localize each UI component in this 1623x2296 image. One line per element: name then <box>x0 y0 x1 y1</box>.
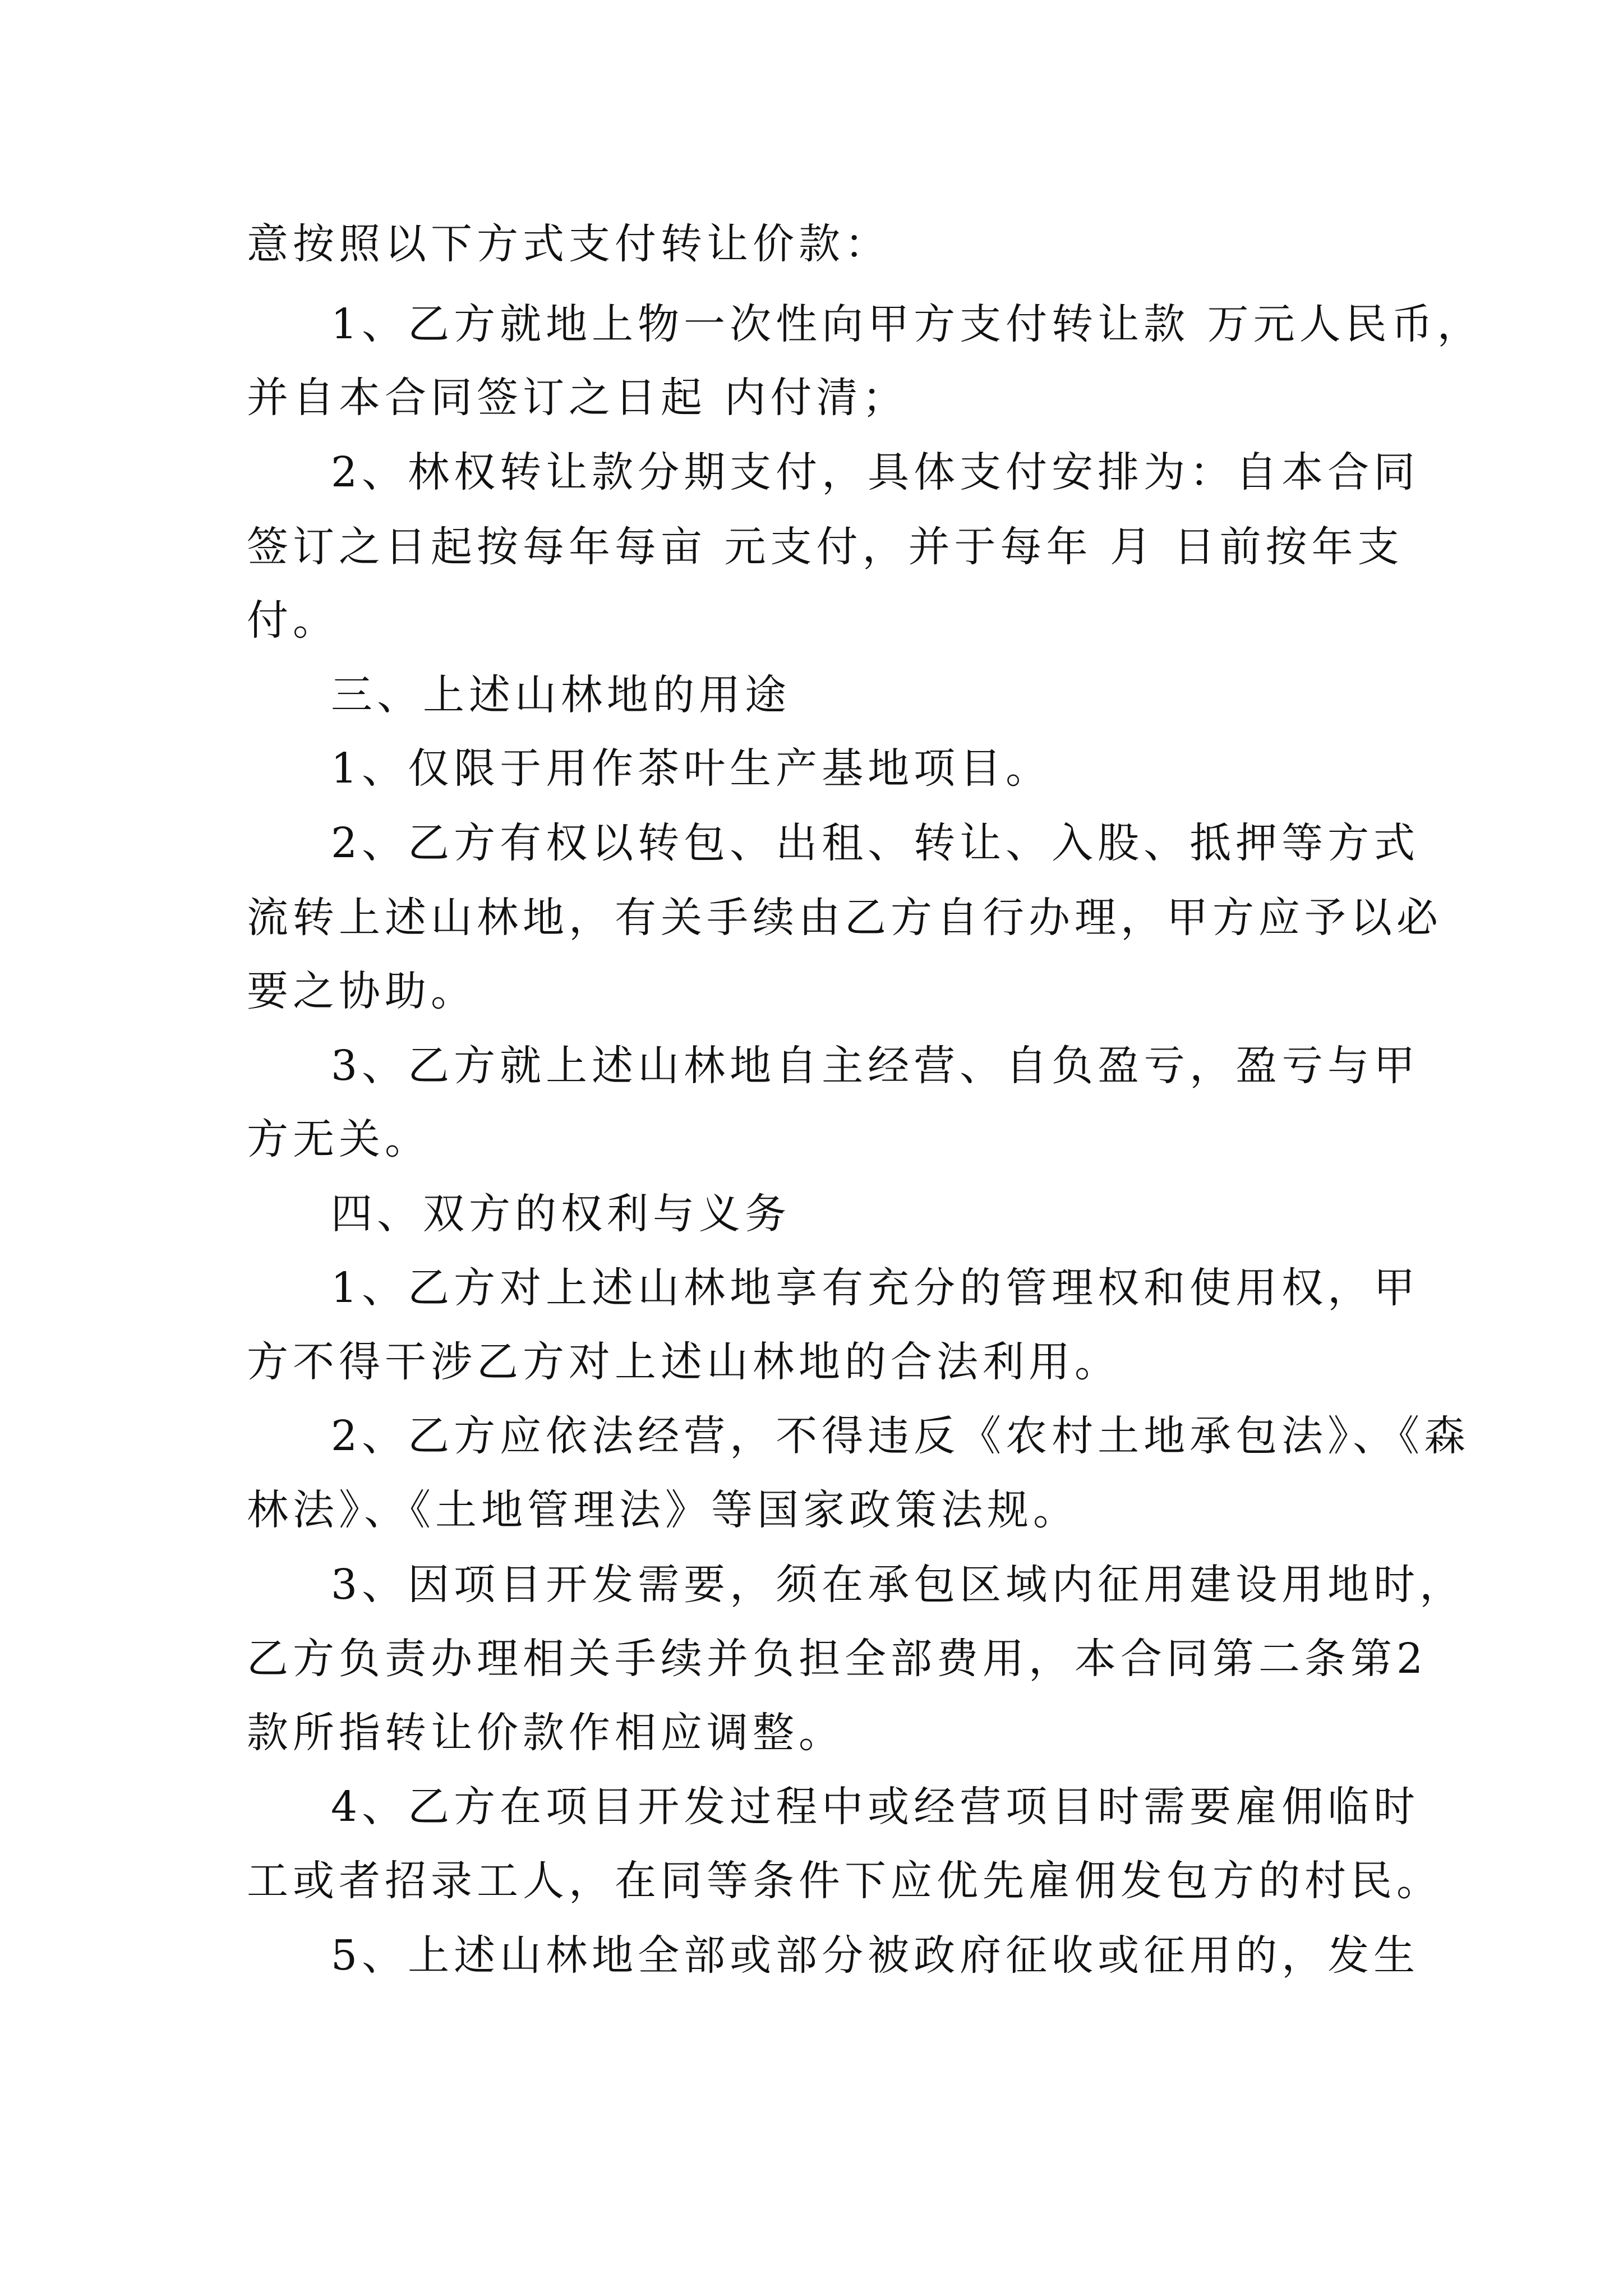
text-line: 3、因项目开发需要，须在承包区域内征用建设用地时， <box>331 1561 1466 1609</box>
section-heading: 四、双方的权利与义务 <box>331 1190 791 1238</box>
text-line: 2、乙方有权以转包、出租、转让、入股、抵押等方式 <box>331 819 1420 867</box>
text-line: 签订之日起按每年每亩 元支付，并于每年 月 日前按年支 <box>247 523 1404 571</box>
text-line: 方无关。 <box>247 1115 431 1163</box>
text-line: 乙方负责办理相关手续并负担全部费用，本合同第二条第2 <box>247 1635 1428 1683</box>
text-line: 1、乙方对上述山林地享有充分的管理权和使用权，甲 <box>331 1264 1420 1312</box>
text-line: 1、乙方就地上物一次性向甲方支付转让款 万元人民币， <box>331 300 1483 348</box>
section-heading: 三、上述山林地的用途 <box>331 671 791 719</box>
text-line: 方不得干涉乙方对上述山林地的合法利用。 <box>247 1338 1121 1386</box>
text-line: 流转上述山林地，有关手续由乙方自行办理，甲方应予以必 <box>247 894 1442 942</box>
text-line: 并自本合同签订之日起 内付清； <box>247 374 909 422</box>
text-line: 5、上述山林地全部或部分被政府征收或征用的，发生 <box>331 1931 1420 1980</box>
text-line: 2、林权转让款分期支付，具体支付安排为：自本合同 <box>331 448 1420 496</box>
text-line: 4、乙方在项目开发过程中或经营项目时需要雇佣临时 <box>331 1783 1420 1831</box>
text-line: 林法》、《土地管理法》等国家政策法规。 <box>247 1486 1079 1534</box>
text-line: 工或者招录工人，在同等条件下应优先雇佣发包方的村民。 <box>247 1857 1442 1905</box>
text-line: 3、乙方就上述山林地自主经营、自负盈亏，盈亏与甲 <box>331 1042 1420 1090</box>
text-line: 意按照以下方式支付转让价款： <box>247 220 891 268</box>
text-line: 2、乙方应依法经营，不得违反《农村土地承包法》、《森 <box>331 1412 1470 1460</box>
text-line: 1、仅限于用作茶叶生产基地项目。 <box>331 744 1052 793</box>
text-line: 付。 <box>247 596 339 645</box>
text-line: 款所指转让价款作相应调整。 <box>247 1709 845 1757</box>
text-line: 要之协助。 <box>247 967 477 1015</box>
